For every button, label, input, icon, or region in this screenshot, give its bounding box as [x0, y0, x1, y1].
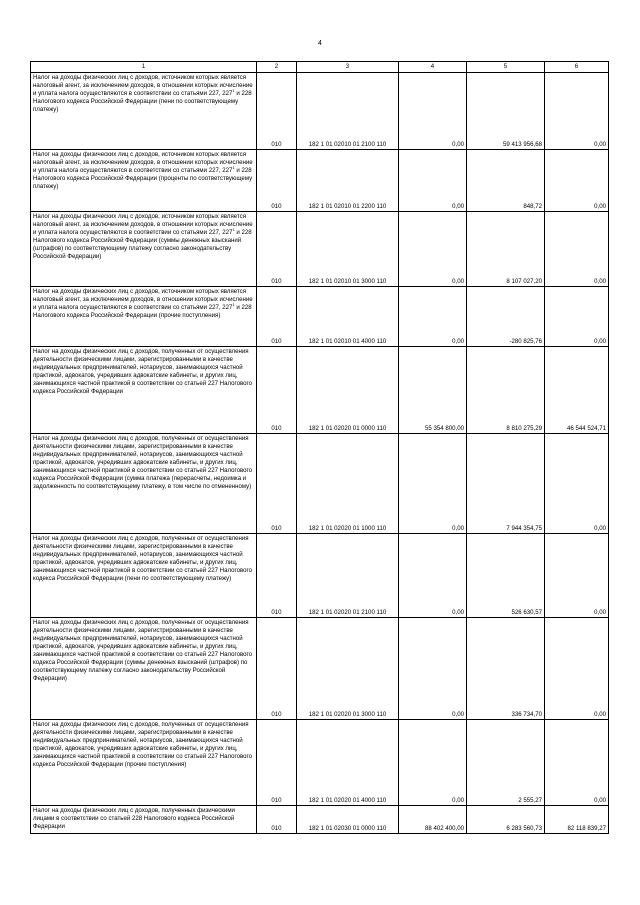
budget-classification-code-cell: 182 1 01 02010 01 2100 110 [297, 73, 399, 150]
column-number: 6 [545, 62, 609, 73]
executed-amount-cell: 6 283 560,73 [467, 806, 545, 834]
executed-amount-cell: 8 107 027,20 [467, 212, 545, 287]
income-report-table [30, 61, 609, 834]
unexecuted-amount-cell: 0,00 [545, 618, 609, 720]
income-name-cell [31, 434, 257, 534]
income-name-cell [31, 150, 257, 212]
column-number: 3 [297, 62, 399, 73]
budget-classification-code-cell: 182 1 01 02020 01 3000 110 [297, 618, 399, 720]
line-code-cell: 010 [257, 287, 297, 347]
executed-amount-cell: 336 734,70 [467, 618, 545, 720]
column-number: 2 [257, 62, 297, 73]
line-code-cell: 010 [257, 212, 297, 287]
executed-amount-cell: 848,72 [467, 150, 545, 212]
approved-amount-cell: 0,00 [399, 150, 467, 212]
income-name-text: Налог на доходы физических лиц с доходов, полученных от осуществления деятельности физическими лицами, зарегистрированными в качестве индивидуальных предпринимателей, нотариусов, занимающихся частной практикой, адвокатов, учредивших адвокатские кабинеты, и других лиц, занимающихся частной практикой в соответствии со статьей 227 Налогового кодекса Российской Федерации (пени по соответствующему платежу) [33, 535, 253, 583]
table-row [31, 806, 609, 834]
page-number: 4 [318, 40, 322, 47]
income-name-cell [31, 347, 257, 434]
table-row [31, 434, 609, 534]
line-code-cell: 010 [257, 534, 297, 618]
budget-classification-code-cell: 182 1 01 02020 01 2100 110 [297, 534, 399, 618]
superscript-one: 1 [232, 227, 235, 233]
income-name-cell [31, 212, 257, 287]
budget-classification-code-cell: 182 1 01 02020 01 4000 110 [297, 720, 399, 806]
income-name-cell [31, 618, 257, 720]
approved-amount-cell: 0,00 [399, 73, 467, 150]
income-name-text: Налог на доходы физических лиц с доходов, полученных от осуществления деятельности физическими лицами, зарегистрированными в качестве индивидуальных предпринимателей, нотариусов, занимающихся частной практикой, адвокатов, учредивших адвокатские кабинеты, и других лиц, занимающихся частной практикой в соответствии со статьей 227 Налогового кодекса Российской Федерации (сумма платежа (перерасчеты, недоимка и задолженность по соответствующему платежу, в том числе по отмененному) [33, 435, 253, 491]
unexecuted-amount-cell: 0,00 [545, 150, 609, 212]
column-number: 1 [31, 62, 257, 73]
table-row [31, 150, 609, 212]
column-number-row [31, 62, 609, 73]
budget-classification-code-cell: 182 1 01 02010 01 4000 110 [297, 287, 399, 347]
income-name-cell [31, 534, 257, 618]
unexecuted-amount-cell: 82 118 839,27 [545, 806, 609, 834]
superscript-one: 1 [232, 302, 235, 308]
budget-classification-code-cell: 182 1 01 02020 01 0000 110 [297, 347, 399, 434]
budget-classification-code-cell: 182 1 01 02010 01 3000 110 [297, 212, 399, 287]
column-number: 4 [399, 62, 467, 73]
approved-amount-cell: 88 402 400,00 [399, 806, 467, 834]
income-name-text: Налог на доходы физических лиц с доходов, источником которых является налоговый агент, за исключением доходов, в отношении которых исчисление и уплата налога осуществляются в соответствии со статьями 227, $227^1$ и 228 Налогового кодекса Российской Федерации (прочие поступления) [33, 288, 253, 320]
line-code-cell: 010 [257, 806, 297, 834]
income-name-cell [31, 720, 257, 806]
executed-amount-cell: 59 413 956,68 [467, 73, 545, 150]
table-row [31, 534, 609, 618]
income-name-text: Налог на доходы физических лиц с доходов, полученных от осуществления деятельности физическими лицами, зарегистрированными в качестве индивидуальных предпринимателей, нотариусов, занимающихся частной практикой, адвокатов, учредивших адвокатские кабинеты, и других лиц, занимающихся частной практикой в соответствии со статьей 227 Налогового кодекса Российской Федерации (прочие поступления) [33, 721, 253, 769]
income-name-text: Налог на доходы физических лиц с доходов, источником которых является налоговый агент, за исключением доходов, в отношении которых исчисление и уплата налога осуществляются в соответствии со статьями 227, $227^1$ и 228 Налогового кодекса Российской Федерации (пени по соответствующему платежу) [33, 74, 253, 114]
table-row [31, 287, 609, 347]
approved-amount-cell: 0,00 [399, 720, 467, 806]
superscript-one: 1 [232, 165, 235, 171]
line-code-cell: 010 [257, 347, 297, 434]
income-name-cell [31, 806, 257, 834]
executed-amount-cell: 526 630,57 [467, 534, 545, 618]
executed-amount-cell: 2 555,27 [467, 720, 545, 806]
unexecuted-amount-cell: 46 544 524,71 [545, 347, 609, 434]
table-row [31, 212, 609, 287]
table-row [31, 347, 609, 434]
income-name-cell [31, 287, 257, 347]
budget-classification-code-cell: 182 1 01 02030 01 0000 110 [297, 806, 399, 834]
line-code-cell: 010 [257, 720, 297, 806]
unexecuted-amount-cell: 0,00 [545, 73, 609, 150]
table-row [31, 720, 609, 806]
line-code-cell: 010 [257, 618, 297, 720]
line-code-cell: 010 [257, 150, 297, 212]
approved-amount-cell: 0,00 [399, 434, 467, 534]
income-name-text: Налог на доходы физических лиц с доходов, полученных от осуществления деятельности физическими лицами, зарегистрированными в качестве индивидуальных предпринимателей, нотариусов, занимающихся частной практикой, адвокатов, учредивших адвокатские кабинеты, и других лиц, занимающихся частной практикой в соответствии со статьей 227 Налогового кодекса Российской Федерации [33, 348, 253, 396]
income-name-cell [31, 73, 257, 150]
unexecuted-amount-cell: 0,00 [545, 434, 609, 534]
approved-amount-cell: 55 354 800,00 [399, 347, 467, 434]
line-code-cell: 010 [257, 434, 297, 534]
unexecuted-amount-cell: 0,00 [545, 720, 609, 806]
column-number: 5 [467, 62, 545, 73]
approved-amount-cell: 0,00 [399, 534, 467, 618]
executed-amount-cell: 7 944 354,75 [467, 434, 545, 534]
budget-classification-code-cell: 182 1 01 02020 01 1000 110 [297, 434, 399, 534]
unexecuted-amount-cell: 0,00 [545, 287, 609, 347]
executed-amount-cell: -280 825,76 [467, 287, 545, 347]
table-row [31, 618, 609, 720]
line-code-cell: 010 [257, 73, 297, 150]
budget-classification-code-cell: 182 1 01 02010 01 2200 110 [297, 150, 399, 212]
executed-amount-cell: 8 810 275,29 [467, 347, 545, 434]
approved-amount-cell: 0,00 [399, 287, 467, 347]
unexecuted-amount-cell: 0,00 [545, 212, 609, 287]
table-row [31, 73, 609, 150]
income-name-text: Налог на доходы физических лиц с доходов, полученных от осуществления деятельности физическими лицами, зарегистрированными в качестве индивидуальных предпринимателей, нотариусов, занимающихся частной практикой, адвокатов, учредивших адвокатские кабинеты, и других лиц, занимающихся частной практикой в соответствии со статьей 227 Налогового кодекса Российской Федерации (суммы денежных взысканий (штрафов) по соответствующему платежу согласно законодательству Российской Федерации) [33, 619, 253, 683]
superscript-one: 1 [232, 88, 235, 94]
unexecuted-amount-cell: 0,00 [545, 534, 609, 618]
income-name-text: Налог на доходы физических лиц с доходов, источником которых является налоговый агент, за исключением доходов, в отношении которых исчисление и уплата налога осуществляются в соответствии со статьями 227, $227^1$ и 228 Налогового кодекса Российской Федерации (проценты по соответствующему платежу) [33, 151, 253, 191]
approved-amount-cell: 0,00 [399, 618, 467, 720]
income-name-text: Налог на доходы физических лиц с доходов, полученных физическими лицами в соответствии со статьей 228 Налогового кодекса Российской Федерации [33, 807, 235, 831]
income-name-text: Налог на доходы физических лиц с доходов, источником которых является налоговый агент, за исключением доходов, в отношении которых исчисление и уплата налога осуществляются в соответствии со статьями 227, $227^1$ и 228 Налогового кодекса Российской Федерации (суммы денежных взысканий (штрафов) по соответствующему платежу согласно законодательству Российской Федерации) [33, 213, 253, 261]
approved-amount-cell: 0,00 [399, 212, 467, 287]
